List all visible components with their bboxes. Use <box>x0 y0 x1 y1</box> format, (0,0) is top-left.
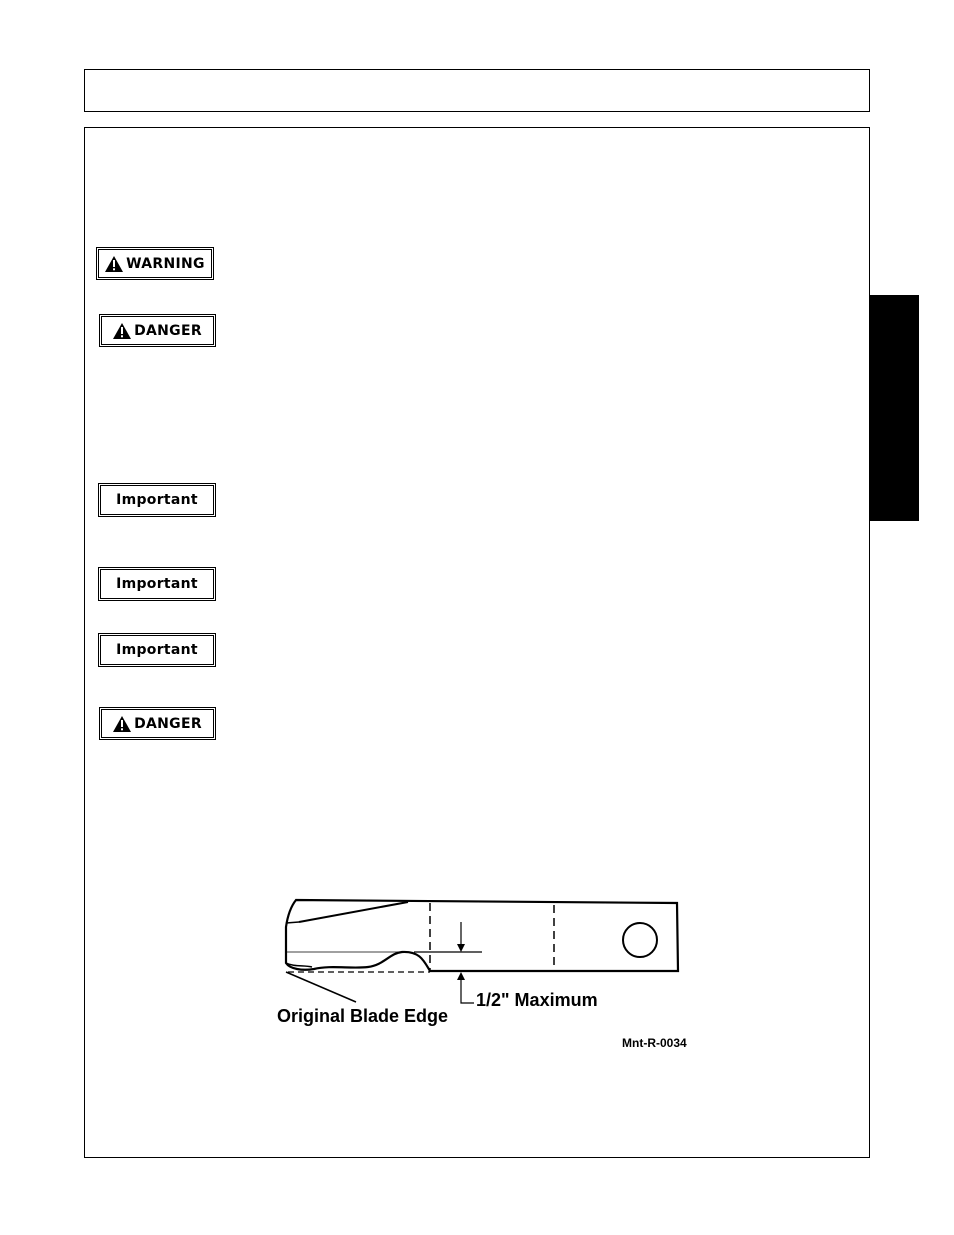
warning-label <box>98 249 212 278</box>
important-label <box>100 485 214 515</box>
warning-triangle-icon <box>113 716 131 732</box>
important-label <box>100 635 214 665</box>
blade-wear-figure <box>264 885 704 1065</box>
section-tab <box>870 295 919 521</box>
original-edge-callout: Original Blade Edge <box>277 1006 449 1026</box>
danger-label <box>101 709 214 738</box>
half-inch-callout: 1/2" Maximum <box>476 990 598 1010</box>
important-label-text: Important <box>116 642 198 658</box>
danger-label <box>101 316 214 345</box>
page-header-box <box>84 69 870 112</box>
important-label <box>100 569 214 599</box>
danger-label-text: DANGER <box>134 322 202 339</box>
warning-label-text: WARNING <box>126 255 205 272</box>
warning-triangle-icon <box>113 323 131 339</box>
important-label-text: Important <box>116 576 198 592</box>
warning-triangle-icon <box>105 256 123 272</box>
figure-code: Mnt-R-0034 <box>622 1036 687 1050</box>
danger-label-text: DANGER <box>134 715 202 732</box>
important-label-text: Important <box>116 492 198 508</box>
